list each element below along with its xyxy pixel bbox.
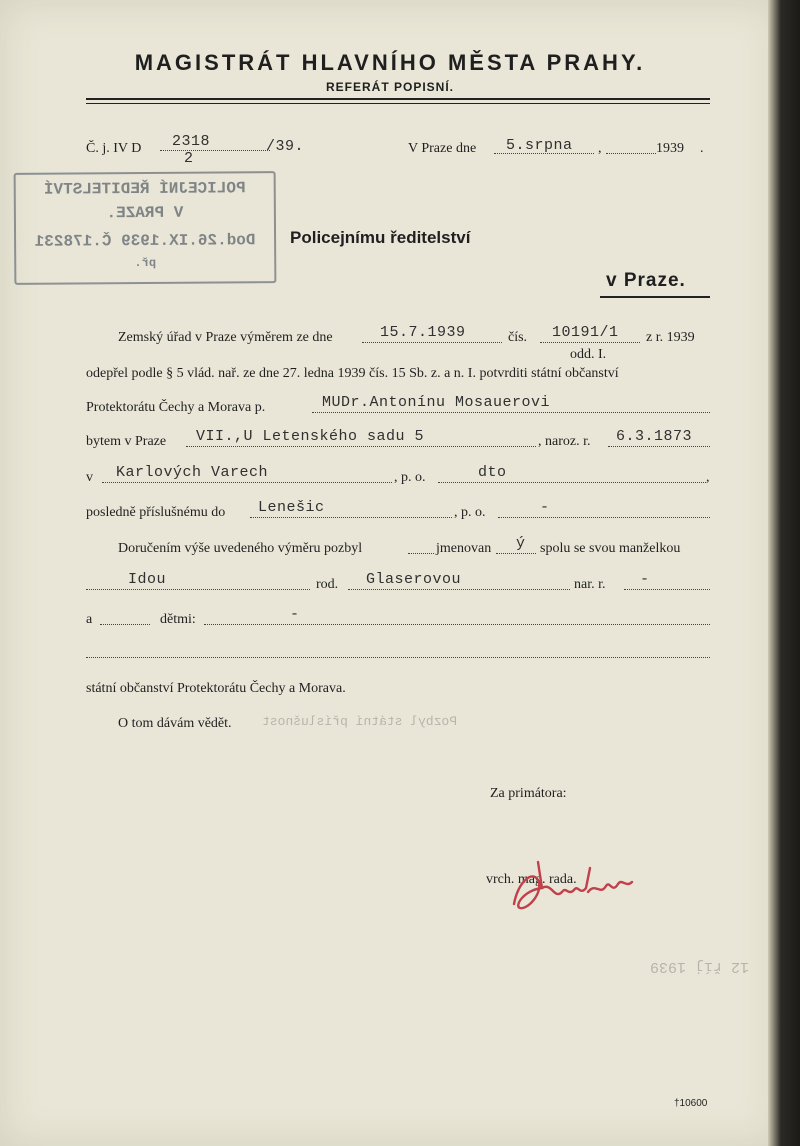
last-po: - <box>540 499 550 516</box>
birth-po-dotted-line <box>438 482 706 483</box>
decree-intro: Zemský úřad v Praze výměrem ze dne <box>118 330 333 345</box>
decree-number: 10191/1 <box>552 324 619 341</box>
reference-year-suffix: /39. <box>266 138 305 155</box>
birth-date-dotted-line <box>608 446 710 447</box>
last-domicile-dotted-line <box>250 517 452 518</box>
reference-sub-number: 2 <box>184 150 194 167</box>
person-dotted-line <box>312 412 710 413</box>
birth-place: Karlových Varech <box>116 464 269 481</box>
wife-birth: - <box>640 571 650 588</box>
wife-name-dotted-line <box>86 589 310 590</box>
addressee-line-1: Policejnímu ředitelství <box>290 228 471 247</box>
citizenship-label: Protektorátu Čechy a Morava p. <box>86 400 266 415</box>
residence-address: VII.,U Letenského sadu 5 <box>196 428 425 445</box>
signature-title: vrch. mag. rada. <box>486 872 577 887</box>
addressee-underline <box>600 296 710 298</box>
birth-po-comma: , <box>706 470 710 485</box>
stamp-line-3: Dod.26.IX.1939 Č.178231 <box>34 231 256 251</box>
office-title: MAGISTRÁT HLAVNÍHO MĚSTA PRAHY. <box>134 50 646 75</box>
form-number: †10600 <box>674 1098 708 1109</box>
children-dotted-line-2 <box>86 657 710 658</box>
signature-for-label: Za primátora: <box>490 786 567 801</box>
decree-number-label: čís. <box>508 330 528 345</box>
suffix-dotted-line <box>496 553 536 554</box>
wife-birth-dotted-line <box>624 589 710 590</box>
residence-dotted-line <box>186 446 536 447</box>
letter-year-end: . <box>700 141 704 156</box>
closing-text: O tom dávám vědět. <box>118 716 232 731</box>
gender-suffix: ý <box>516 535 526 552</box>
office-subtitle: REFERÁT POPISNÍ. <box>325 80 454 94</box>
reference-number: 2318 <box>172 133 211 150</box>
decree-date: 15.7.1939 <box>380 324 466 341</box>
stamp-line-1: POLICEJNÍ ŘEDITELSTVÍ <box>43 179 246 199</box>
maiden-name-dotted-line <box>348 589 570 590</box>
letter-year: 1939 <box>656 141 684 156</box>
date-comma: , <box>598 141 602 156</box>
citizenship-lost-text: státní občanství Protektorátu Čechy a Morava. <box>86 681 346 696</box>
birth-po-label: , p. o. <box>394 470 426 485</box>
stamp-line-4: př. <box>134 255 157 271</box>
wife-maiden-name: Glaserovou <box>366 571 462 588</box>
letter-date: 5.srpna <box>506 137 573 154</box>
decree-department: odd. I. <box>570 347 607 362</box>
spouse-label: spolu se svou manželkou <box>540 541 681 556</box>
decree-legal-basis: odepřel podle § 5 vlád. nař. ze dne 27. ledna 1939 čís. 15 Sb. z. a n. I. potvrditi státní občanství <box>86 366 619 381</box>
last-domicile-label: posledně příslušnému do <box>86 505 226 520</box>
children-value: - <box>290 606 300 623</box>
birth-year-label: , naroz. r. <box>538 434 591 449</box>
wife-birth-label: nar. r. <box>574 577 606 592</box>
children-count-dotted-line <box>100 624 150 625</box>
stamp-line-2: V PRAZE. <box>106 203 184 223</box>
loss-dotted-line <box>408 553 434 554</box>
birth-po: dto <box>478 464 507 481</box>
last-po-label: , p. o. <box>454 505 486 520</box>
maiden-name-label: rod. <box>316 577 339 592</box>
addressee-line-2: v Praze. <box>606 270 686 291</box>
wife-name: Idou <box>128 571 167 588</box>
decree-number-dotted-line <box>540 342 640 343</box>
official-signature <box>508 852 638 918</box>
decree-date-dotted-line <box>362 342 502 343</box>
loss-intro: Doručením výše uvedeného výměru pozbyl <box>118 541 363 556</box>
header-rule-thin <box>86 103 710 104</box>
header-rule-thick <box>86 98 710 100</box>
decree-year: z r. 1939 <box>646 330 695 345</box>
scan-edge-shadow <box>768 0 800 1146</box>
birth-date: 6.3.1873 <box>616 428 693 445</box>
and-label: a <box>86 612 93 627</box>
date-label: V Praze dne <box>408 141 477 156</box>
faint-offset-text: Pozbyl státní příslušnost <box>262 714 458 729</box>
faint-date-stamp: 12 říj 1939 <box>650 958 750 975</box>
reference-dotted-line <box>160 150 270 151</box>
children-label: dětmi: <box>160 612 196 627</box>
last-po-dotted-line <box>498 517 710 518</box>
children-dotted-line <box>204 624 710 625</box>
police-receipt-stamp <box>14 171 277 285</box>
named-label: jmenovan <box>436 541 492 556</box>
birthplace-dotted-line <box>102 482 392 483</box>
birthplace-label: v <box>86 470 93 485</box>
year-dotted-line <box>606 153 656 154</box>
residence-label: bytem v Praze <box>86 434 167 449</box>
person-name: MUDr.Antonínu Mosauerovi <box>322 394 551 411</box>
last-domicile: Lenešic <box>258 499 325 516</box>
reference-prefix: Č. j. IV D <box>86 141 142 156</box>
